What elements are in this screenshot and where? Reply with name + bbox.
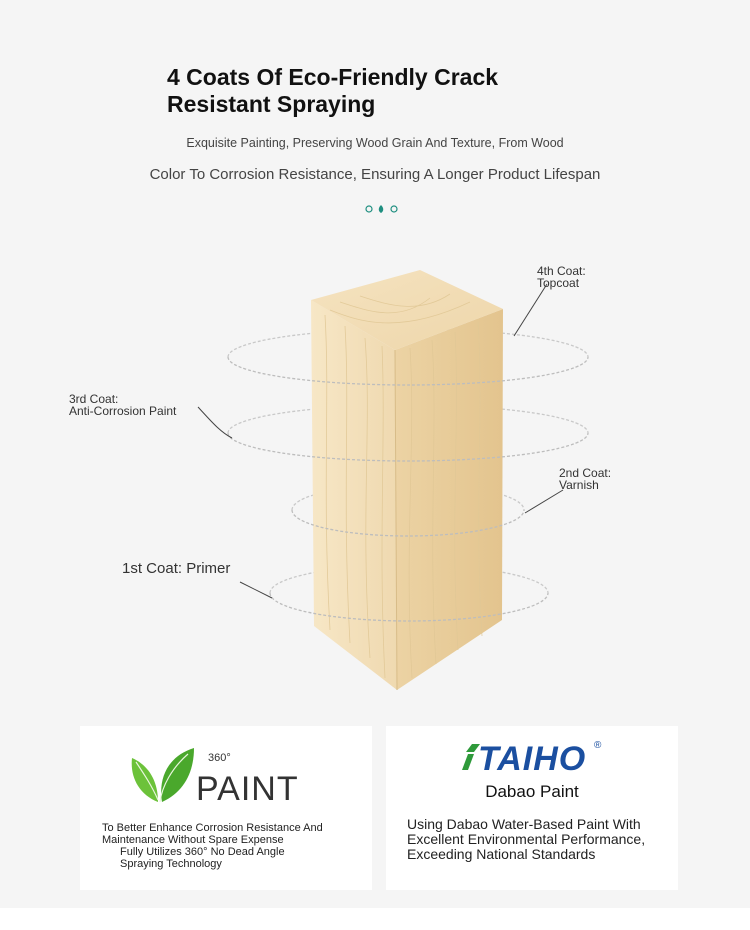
coat-4-number: 4th Coat: <box>537 264 586 278</box>
paint-360-description <box>102 822 362 870</box>
coat-2-label <box>559 467 611 491</box>
wood-block <box>311 270 503 690</box>
description-line: To Better Enhance Corrosion Resistance And <box>102 822 323 834</box>
taiho-wordmark: TAIHO <box>478 740 587 778</box>
description-line: Fully Utilizes 360° No Dead Angle <box>120 846 285 858</box>
page-title: 4 Coats Of Eco-Friendly Crack Resistant Spraying <box>167 64 499 117</box>
degree-label: 360° <box>208 752 231 764</box>
leaf-icon <box>128 746 198 804</box>
coat-3-label <box>69 393 176 417</box>
taiho-logo <box>458 740 608 780</box>
paint-wordmark: PAINT <box>196 770 299 808</box>
dabao-paint-title: Dabao Paint <box>485 782 579 801</box>
registered-mark: ® <box>594 740 602 751</box>
description-line: Spraying Technology <box>120 858 222 870</box>
dabao-paint-card <box>386 726 678 890</box>
subtitle-line-2: Color To Corrosion Resistance, Ensuring A Longer Product Lifespan <box>149 166 601 183</box>
subtitle-line-1: Exquisite Painting, Preserving Wood Grain And Texture, From Wood <box>186 136 564 150</box>
decorative-dots <box>364 203 404 215</box>
footer-bar <box>0 908 750 930</box>
coat-2-number: 2nd Coat: <box>559 466 612 480</box>
dabao-paint-description: Using Dabao Water-Based Paint With Excellent Environmental Performance, Exceeding National Standards <box>407 816 646 862</box>
wood-block-scene <box>0 240 750 710</box>
coat-4-name: Topcoat <box>537 276 580 290</box>
paint-360-card <box>80 726 372 890</box>
coat-4-label <box>537 265 586 289</box>
coat-1-label: 1st Coat: Primer <box>122 560 231 577</box>
description-line: Maintenance Without Spare Expense <box>102 834 284 846</box>
coat-3-number: 3rd Coat: <box>69 392 119 406</box>
wood-block-illustration <box>0 240 750 710</box>
coat-2-name: Varnish <box>559 478 599 492</box>
coat-3-name: Anti-Corrosion Paint <box>69 404 177 418</box>
